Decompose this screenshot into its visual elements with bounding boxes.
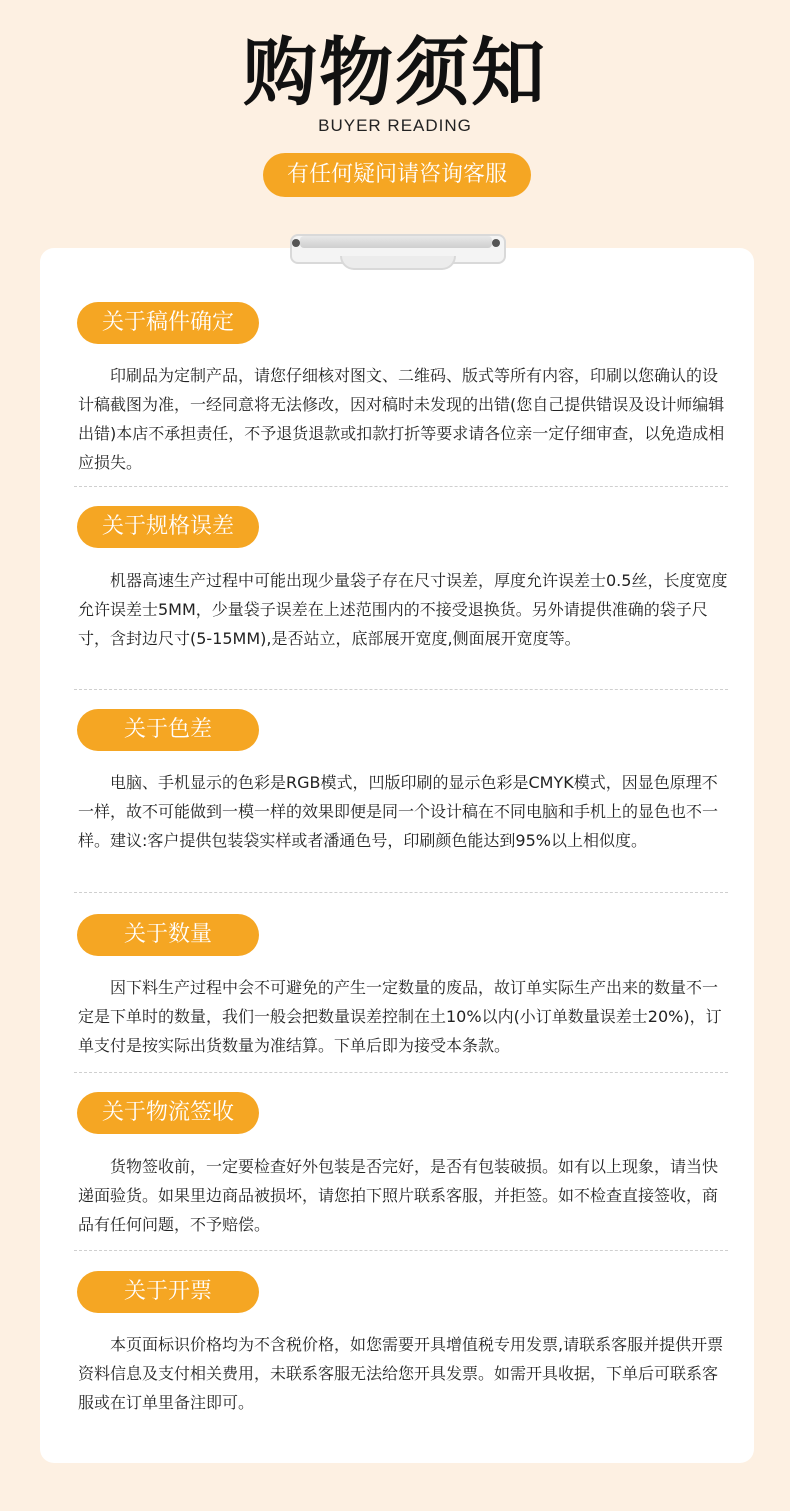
section-divider — [74, 1072, 728, 1073]
section-label-color-difference: 关于色差 — [77, 709, 259, 751]
contact-service-button[interactable]: 有任何疑问请咨询客服 — [263, 153, 531, 197]
section-divider — [74, 486, 728, 487]
section-label-quantity: 关于数量 — [77, 914, 259, 956]
section-label-manuscript: 关于稿件确定 — [77, 302, 259, 344]
section-label-invoice: 关于开票 — [77, 1271, 259, 1313]
section-body-spec-tolerance: 机器高速生产过程中可能出现少量袋子存在尺寸误差，厚度允许误差士0.5丝，长度宽度允许误差士5MM，少量袋子误差在上述范围内的不接受退换货。另外请提供准确的袋子尺寸，含封边尺寸(5-15MM),是否站立，底部展开宽度,侧面展开宽度等。 — [78, 571, 728, 648]
section-divider — [74, 1250, 728, 1251]
section-divider — [74, 892, 728, 893]
section-body-logistics: 货物签收前，一定要检查好外包装是否完好，是否有包装破损。如有以上现象，请当快递面验货。如果里边商品被损坏，请您拍下照片联系客服，并拒签。如不检查直接签收，商品有任何问题，不予赔偿。 — [78, 1157, 719, 1234]
section-divider — [74, 689, 728, 690]
section-body-manuscript: 印刷品为定制产品，请您仔细核对图文、二维码、版式等所有内容，印刷以您确认的设计稿截图为准，一经同意将无法修改，因对稿时未发现的出错(您自己提供错误及设计师编辑出错)本店不承担责任，不予退货退款或扣款打折等要求请各位亲一定仔细审查，以免造成相应损失。 — [78, 366, 725, 472]
section-label-spec-tolerance: 关于规格误差 — [77, 506, 259, 548]
section-body-color-difference: 电脑、手机显示的色彩是RGB模式，凹版印刷的显示色彩是CMYK模式，因显色原理不一样，故不可能做到一模一样的效果即便是同一个设计稿在不同电脑和手机上的显色也不一样。建议:客户提供包装袋实样或者潘通色号，印刷颜色能达到95%以上相似度。 — [78, 773, 719, 850]
section-label-logistics: 关于物流签收 — [77, 1092, 259, 1134]
page-subtitle: BUYER READING — [318, 116, 472, 135]
section-body-quantity: 因下料生产过程中会不可避免的产生一定数量的废品，故订单实际生产出来的数量不一定是下单时的数量，我们一般会把数量误差控制在土10%以内(小订单数量误差士20%)，订单支付是按实际出货数量为准结算。下单后即为接受本条款。 — [78, 978, 722, 1055]
section-body-invoice: 本页面标识价格均为不含税价格，如您需要开具增值税专用发票,请联系客服并提供开票资料信息及支付相关费用，未联系客服无法给您开具发票。如需开具收据，下单后可联系客服或在订单里备注即可。 — [78, 1335, 724, 1412]
page-title: 购物须知 — [243, 30, 547, 116]
